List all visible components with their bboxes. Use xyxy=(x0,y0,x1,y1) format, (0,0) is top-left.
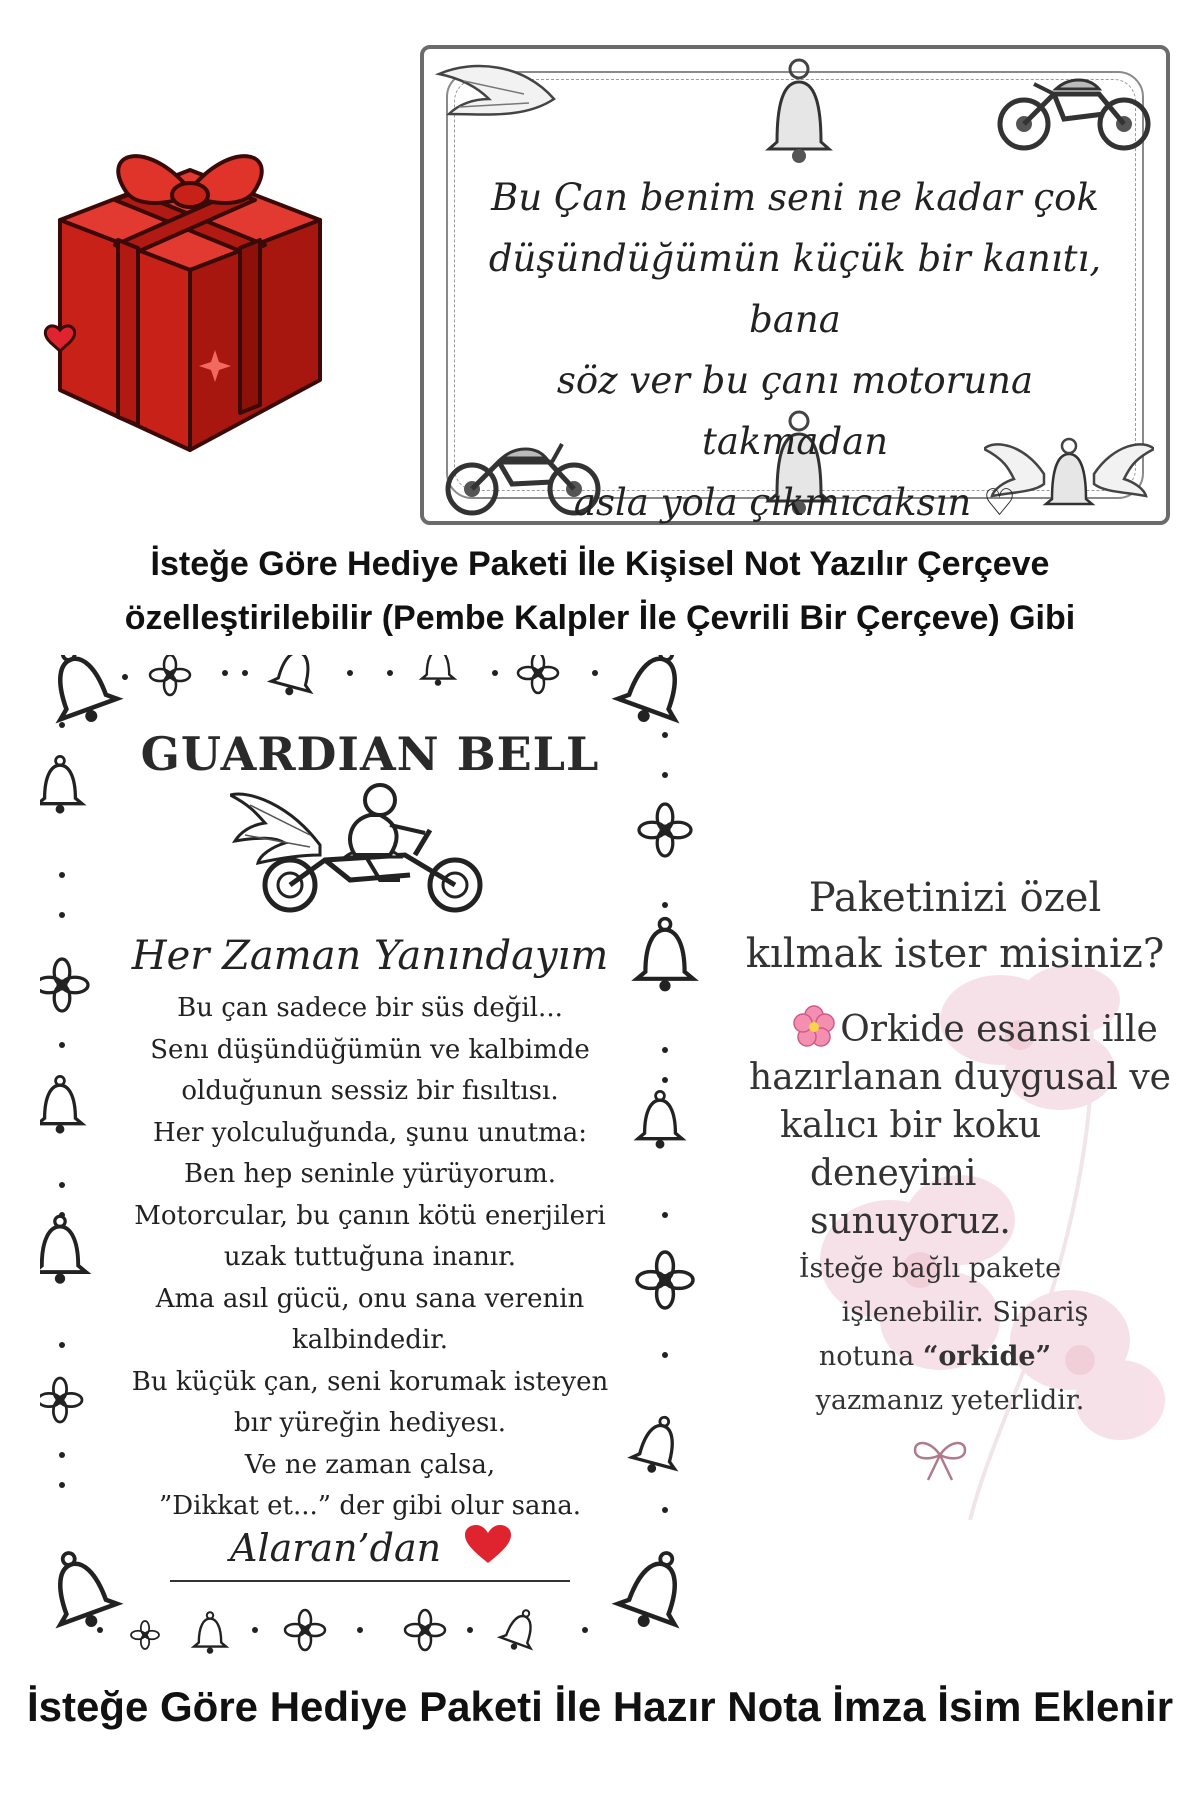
wing-icon xyxy=(434,59,564,139)
orchid-keyword: “orkide” xyxy=(922,1341,1052,1372)
message-line: uzak tuttuğuna inanır. xyxy=(223,1242,517,1272)
message-line: olduğunun sessiz bir fısıltısı. xyxy=(181,1076,559,1106)
message-line: Ama asıl gücü, onu sana verenin xyxy=(155,1283,585,1314)
personal-note-card xyxy=(420,45,1170,525)
card-subtitle: Her Zaman Yanındayım xyxy=(131,933,609,979)
signature-text: Alaran’dan xyxy=(230,1526,442,1570)
personal-note-text xyxy=(474,167,1116,533)
instruction-line: yazmanız yeterlidir. xyxy=(815,1385,1085,1416)
caption-ready-note: İsteğe Göre Hediye Paketi İle Hazır Nota İmza İsim Eklenir xyxy=(26,1683,1174,1730)
description-line: kalıcı bir koku xyxy=(780,1105,1042,1146)
description-line: Orkide esansi ille xyxy=(840,1009,1158,1050)
offer-instructions xyxy=(760,1247,1100,1423)
message-line: Motorcular, bu çanın kötü enerjileri xyxy=(134,1200,606,1231)
message-line: Her yolculuğunda, şunu unutma: xyxy=(152,1117,588,1148)
signature xyxy=(230,1525,511,1570)
message-line: bır yüreğin hediyesı. xyxy=(234,1408,506,1438)
motorcycle-icon xyxy=(994,59,1154,154)
signature-underline xyxy=(170,1580,570,1582)
flower-icon xyxy=(792,1005,836,1049)
note-line: Bu Çan benim seni ne kadar çok xyxy=(491,176,1099,219)
offer-description xyxy=(740,1005,1180,1246)
guardian-bell-card xyxy=(40,655,700,1655)
ribbon-bow-icon xyxy=(910,1435,970,1485)
gift-box-illustration xyxy=(40,120,340,460)
instruction-line: İsteğe bağlı pakete xyxy=(798,1253,1062,1284)
note-line: düşündüğümün küçük bir kanıtı, bana xyxy=(488,237,1102,341)
instruction-text: notuna xyxy=(818,1341,923,1372)
message-line: ”Dikkat et...” der gibi olur sana. xyxy=(158,1491,582,1521)
message-line: Bu çan sadece bir süs değil... xyxy=(177,993,563,1023)
card-message xyxy=(100,988,640,1528)
card-title: GUARDIAN BELL xyxy=(140,727,600,781)
description-line: deneyimi sunuyoruz. xyxy=(810,1153,1011,1242)
message-line: Ve ne zaman çalsa, xyxy=(244,1449,496,1480)
heart-icon xyxy=(465,1525,511,1565)
message-line: Bu küçük çan, seni korumak isteyen xyxy=(131,1366,609,1397)
offer-title xyxy=(730,870,1180,982)
caption-line: İsteğe Göre Hediye Paketi İle Kişisel Not Yazılır Çerçeve xyxy=(150,545,1050,583)
message-line: Ben hep seninle yürüyorum. xyxy=(183,1159,557,1189)
winged-motorcyclist-icon xyxy=(230,775,520,915)
message-line: Senı düşündüğümün ve kalbimde xyxy=(150,1034,590,1065)
bell-icon xyxy=(759,57,839,167)
instruction-line xyxy=(760,1335,1100,1379)
note-line: asla yola çıkmıcaksın ♡ xyxy=(573,481,1017,524)
orchid-offer-panel xyxy=(730,850,1180,1540)
message-line: kalbindedir. xyxy=(291,1325,449,1355)
caption-custom-note xyxy=(0,537,1200,645)
title-line: kılmak ister misiniz? xyxy=(745,931,1165,977)
instruction-line: işlenebilir. Sipariş xyxy=(841,1297,1089,1328)
description-line: hazırlanan duygusal ve xyxy=(749,1057,1171,1098)
caption-line: özelleştirilebilir (Pembe Kalpler İle Çevrili Bir Çerçeve) Gibi xyxy=(124,599,1076,637)
note-line: söz ver bu çanı motoruna takmadan xyxy=(556,359,1034,463)
title-line: Paketinizi özel xyxy=(808,875,1102,921)
